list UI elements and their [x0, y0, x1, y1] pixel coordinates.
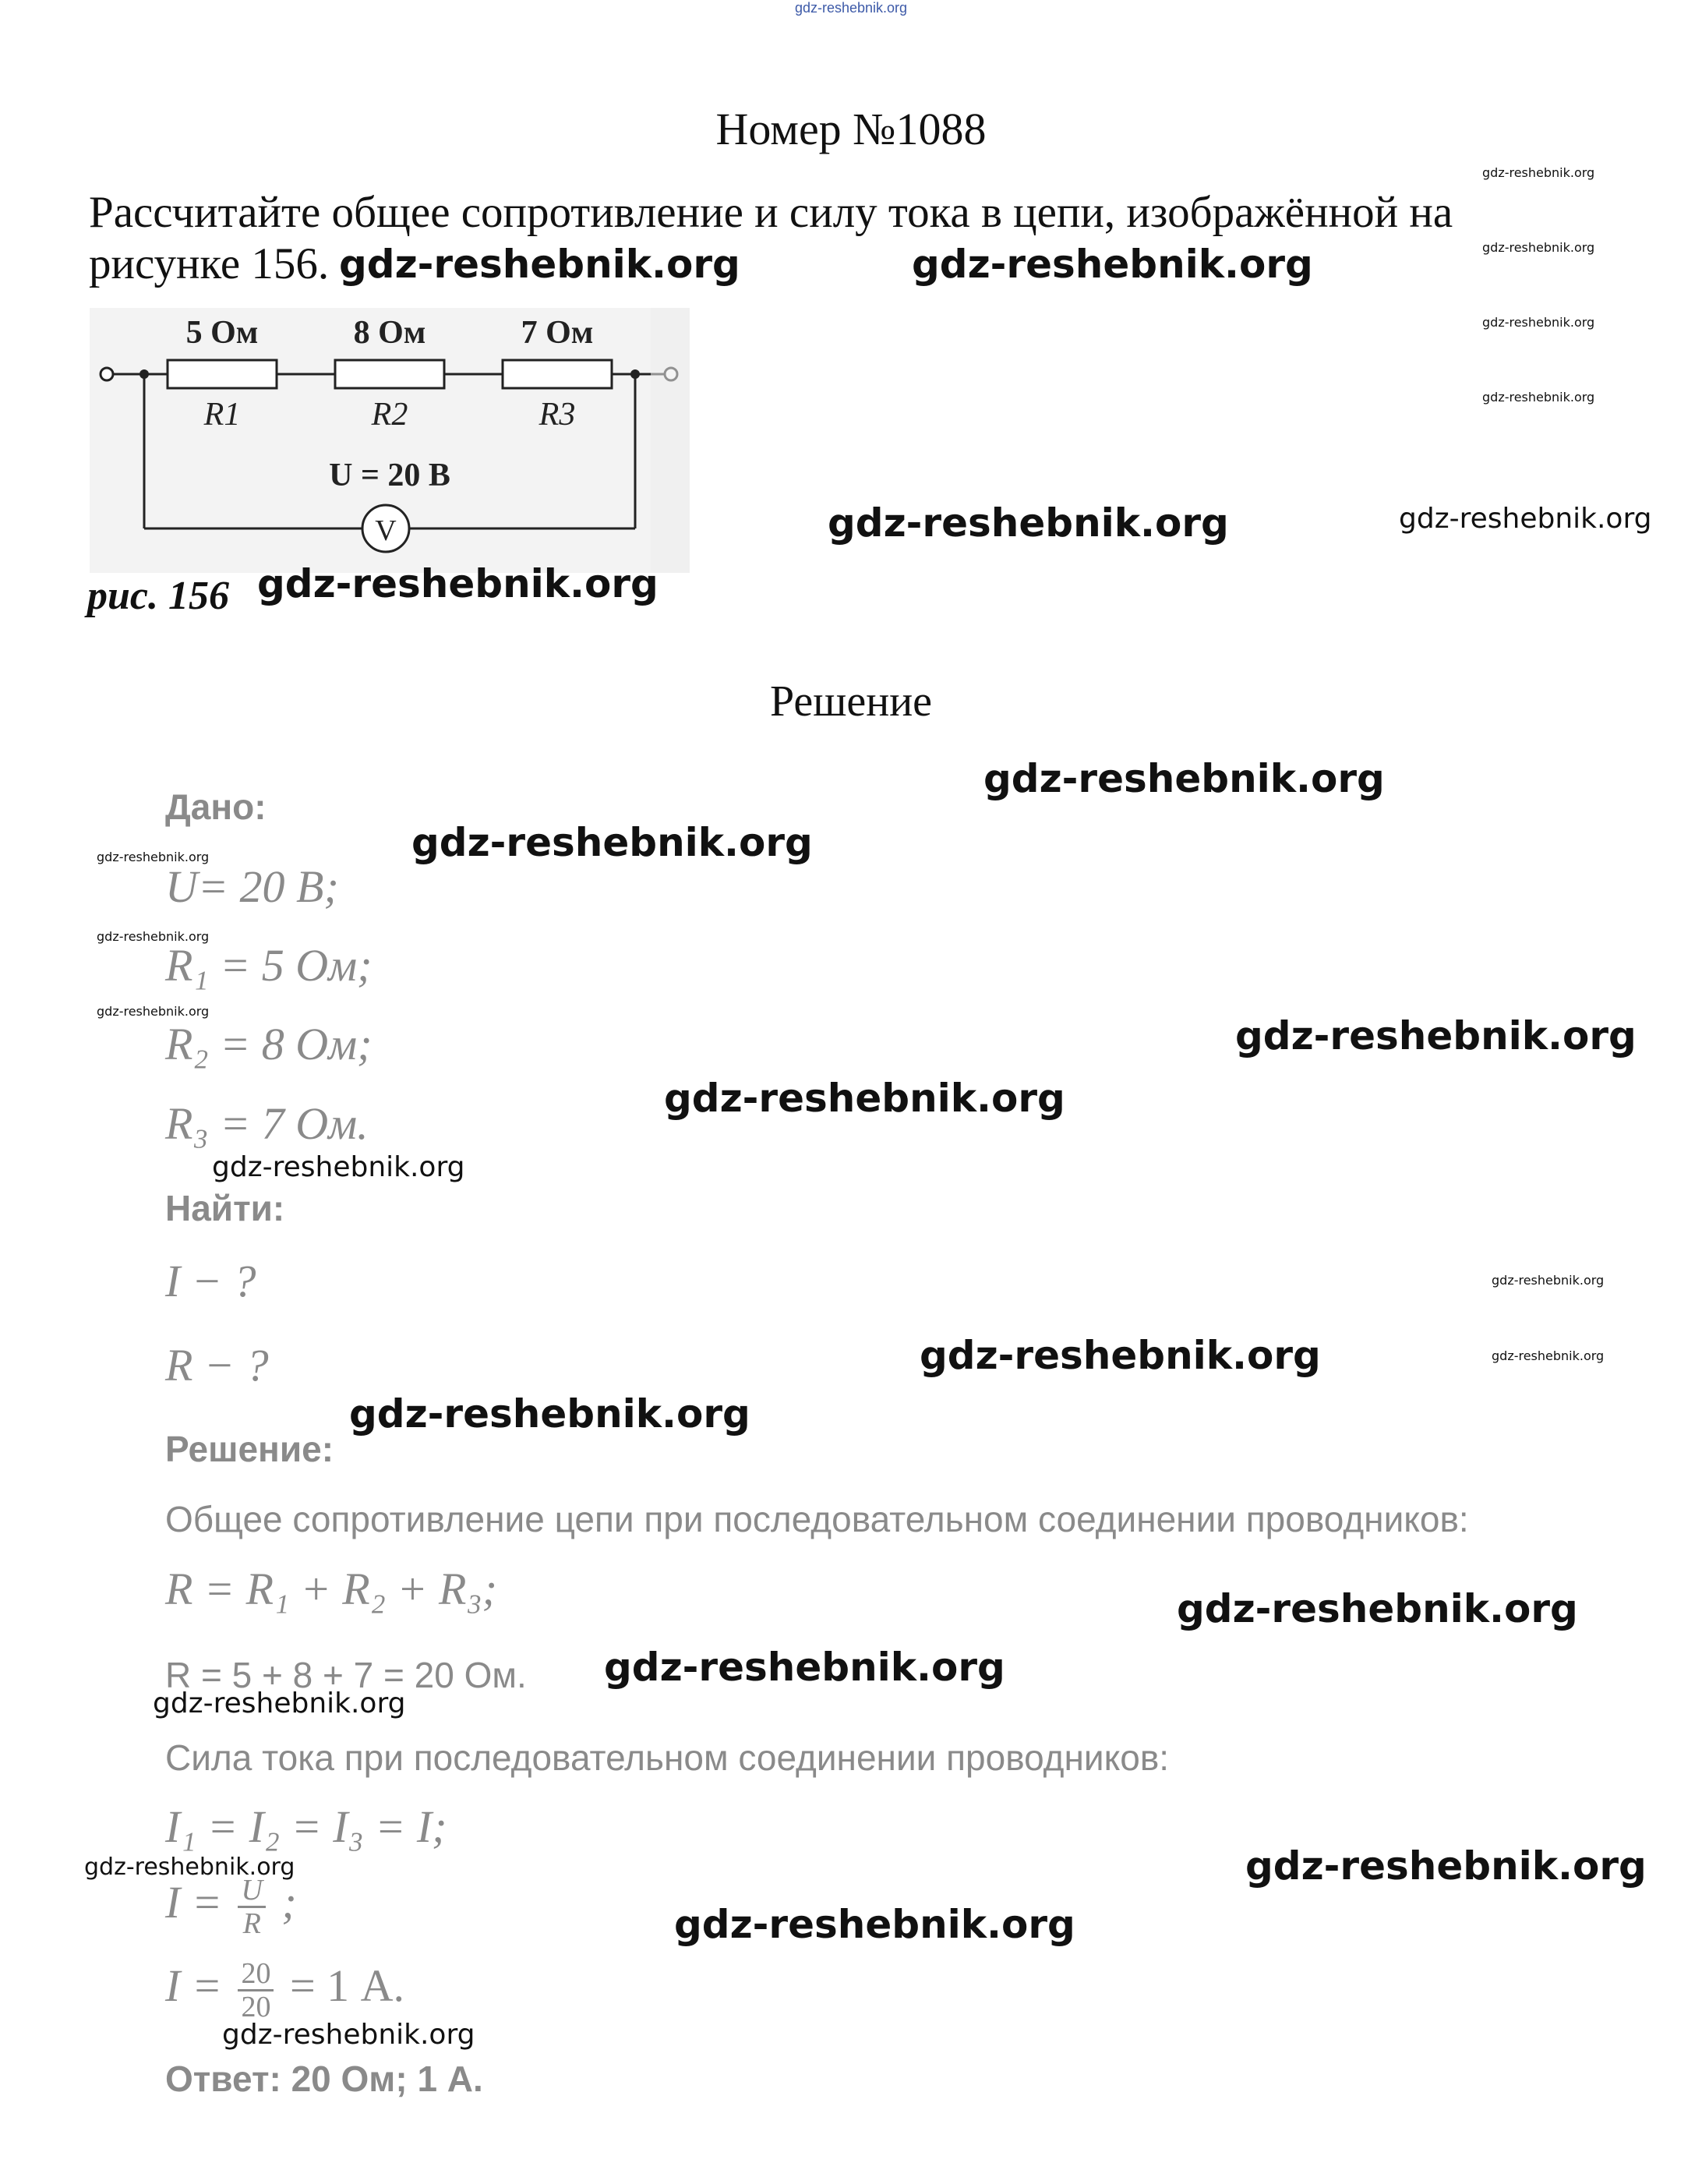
watermark: gdz-reshebnik.org: [828, 500, 1229, 546]
r1-value: 5 Ом: [185, 315, 259, 351]
watermark: gdz-reshebnik.org: [1492, 1348, 1605, 1363]
watermark: gdz-reshebnik.org: [983, 756, 1385, 801]
resistor-r1: [168, 360, 277, 388]
watermark: gdz-reshebnik.org: [1482, 390, 1595, 405]
answer: Ответ: 20 Ом; 1 А.: [165, 2059, 483, 2099]
find-i: I − ?: [165, 1256, 256, 1306]
terminal-left: [101, 368, 113, 380]
watermark: gdz-reshebnik.org: [1492, 1273, 1605, 1288]
calc-fraction-denominator: 20: [241, 1991, 271, 2023]
formula-current-suffix: ;: [281, 1876, 297, 1928]
formula-current-prefix: I =: [165, 1876, 222, 1928]
watermark: gdz-reshebnik.org: [257, 561, 659, 606]
given-r1: R₁ = 5 Ом;: [165, 940, 373, 991]
calc-fraction-numerator: 20: [238, 1958, 274, 1991]
calc-current: [165, 1958, 404, 2023]
watermark: gdz-reshebnik.org: [1482, 165, 1595, 180]
r2-label: R2: [371, 397, 408, 433]
watermark: gdz-reshebnik.org: [97, 850, 210, 864]
watermark: gdz-reshebnik.org: [349, 1391, 750, 1437]
task-text: [89, 187, 1570, 290]
watermark: gdz-reshebnik.org: [1177, 1586, 1578, 1631]
r3-value: 7 Ом: [521, 315, 594, 351]
watermark: gdz-reshebnik.org: [1482, 315, 1595, 330]
watermark: gdz-reshebnik.org: [1245, 1843, 1647, 1889]
node-right: [630, 369, 640, 379]
problem-title: Номер №1088: [715, 104, 987, 154]
solution-sub-heading: Решение:: [165, 1429, 334, 1469]
fraction-numerator: U: [238, 1875, 265, 1908]
node-left: [139, 369, 149, 379]
formula-current-equal: I₁ = I₂ = I₃ = I;: [165, 1801, 447, 1852]
voltage-label: U = 20 В: [329, 458, 450, 493]
r3-label: R3: [538, 397, 576, 433]
watermark: gdz-reshebnik.org: [222, 2019, 475, 2051]
watermark: gdz-reshebnik.org: [1235, 1013, 1637, 1058]
calc-current-suffix: = 1 А.: [289, 1960, 405, 2011]
resistor-r2: [335, 360, 444, 388]
solution-heading: Решение: [769, 677, 933, 726]
resistor-r3: [503, 360, 612, 388]
watermark: gdz-reshebnik.org: [920, 1333, 1321, 1378]
watermark: gdz-reshebnik.org: [1482, 240, 1595, 255]
task-line-2: рисунке 156.: [89, 239, 330, 288]
watermark: gdz-reshebnik.org: [1399, 503, 1652, 535]
watermark: gdz-reshebnik.org: [97, 929, 210, 944]
watermark: gdz-reshebnik.org: [674, 1902, 1075, 1947]
watermark: gdz-reshebnik.org: [664, 1076, 1065, 1121]
fraction-u-over-r: [238, 1875, 265, 1939]
circuit-diagram: [90, 308, 690, 573]
task-line-1: Рассчитайте общее сопротивление и силу тока в цепи, изображённой на: [89, 188, 1453, 237]
fraction-denominator: R: [242, 1907, 261, 1940]
watermark: gdz-reshebnik.org: [411, 820, 813, 865]
figure-caption: рис. 156: [87, 574, 229, 618]
given-r2: R₂ = 8 Ом;: [165, 1019, 373, 1069]
watermark: gdz-reshebnik.org: [912, 242, 1313, 287]
solution-text-2: Сила тока при последовательном соединении проводников:: [165, 1737, 1170, 1778]
calc-resistance: R = 5 + 8 + 7 = 20 Ом.: [165, 1655, 527, 1695]
formula-current: [165, 1875, 297, 1939]
fraction-20-over-20: [238, 1958, 274, 2023]
top-watermark: gdz-reshebnik.org: [794, 0, 908, 16]
given-r3: R₃ = 7 Ом.: [165, 1098, 369, 1149]
watermark: gdz-reshebnik.org: [84, 1854, 295, 1881]
voltmeter-symbol: V: [375, 514, 397, 547]
watermark: gdz-reshebnik.org: [339, 242, 740, 287]
solution-text-1: Общее сопротивление цепи при последовательном соединении проводников:: [165, 1499, 1469, 1539]
r1-label: R1: [203, 397, 241, 433]
calc-current-prefix: I =: [165, 1960, 222, 2011]
given-u: U= 20 В;: [165, 861, 339, 912]
r2-value: 8 Ом: [353, 315, 426, 351]
given-heading: Дано:: [165, 786, 267, 827]
find-r: R − ?: [165, 1340, 269, 1391]
watermark: gdz-reshebnik.org: [212, 1151, 465, 1183]
find-heading: Найти:: [165, 1188, 285, 1228]
watermark: gdz-reshebnik.org: [604, 1645, 1005, 1690]
watermark: gdz-reshebnik.org: [153, 1687, 406, 1719]
formula-resistance: R = R₁ + R₂ + R₃;: [165, 1564, 497, 1614]
watermark: gdz-reshebnik.org: [97, 1004, 210, 1019]
